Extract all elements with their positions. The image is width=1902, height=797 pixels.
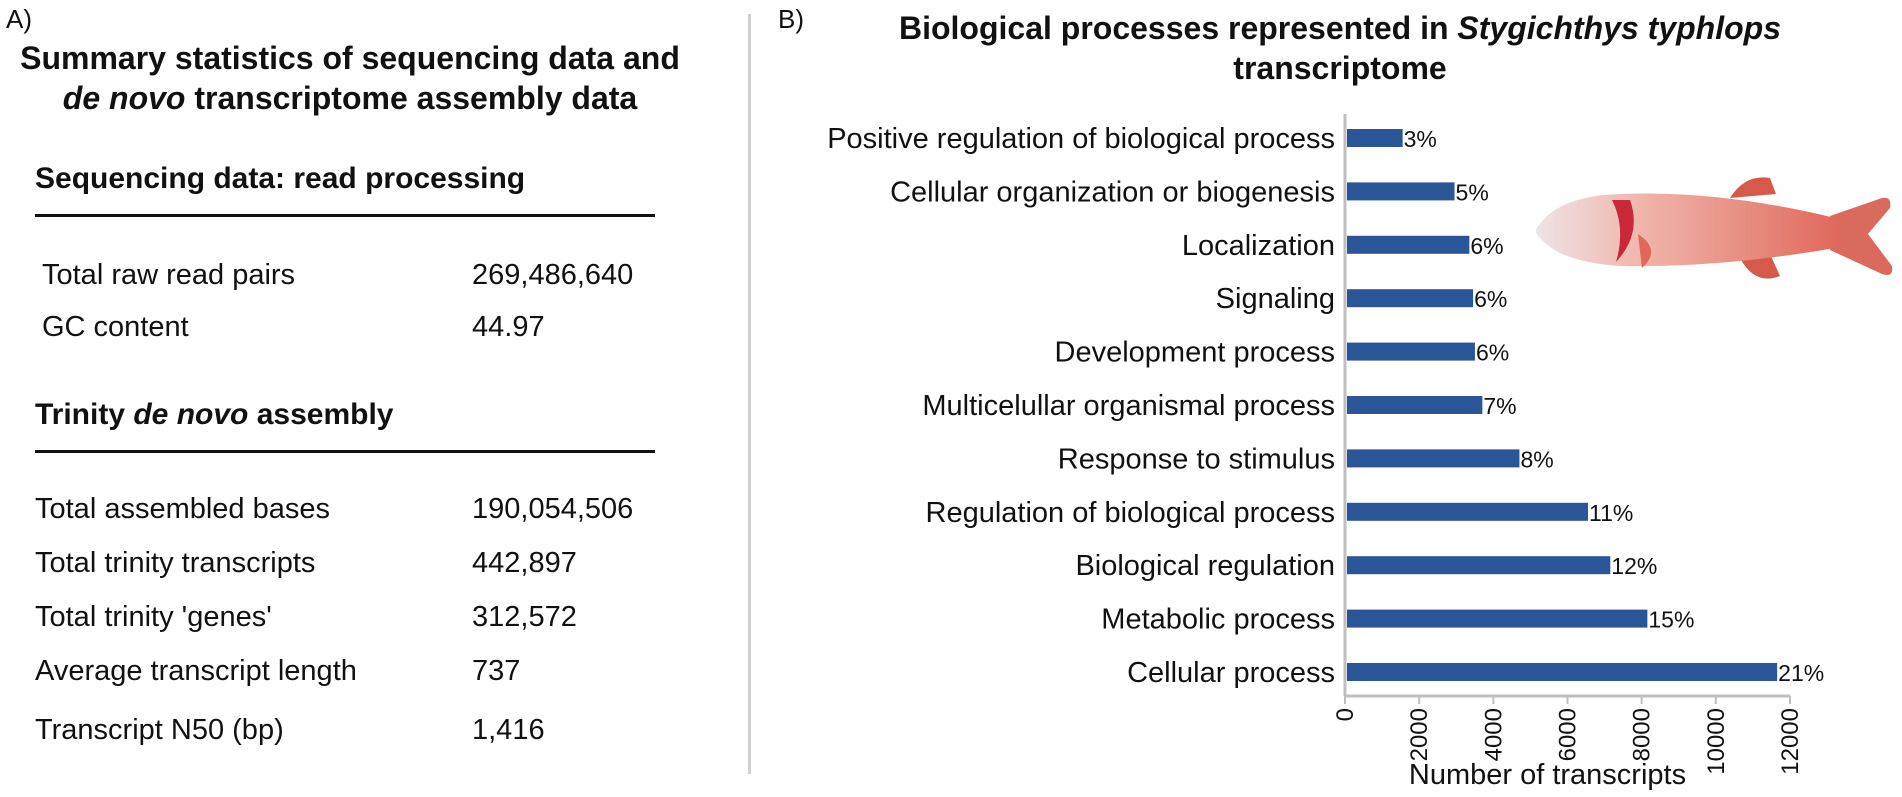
- stat-value-trinity-genes: 312,572: [472, 601, 577, 633]
- bar-10: [1347, 610, 1647, 628]
- stat-label-trinity-genes: Total trinity 'genes': [35, 601, 272, 633]
- category-label-3: Localization: [1181, 229, 1335, 262]
- panel-a-letter: A): [6, 4, 32, 34]
- bar-5: [1347, 343, 1475, 361]
- category-label-1: Positive regulation of biological process: [827, 123, 1335, 155]
- data-label-8: 11%: [1589, 499, 1634, 526]
- bar-4: [1347, 289, 1473, 307]
- bar-1: [1347, 129, 1403, 147]
- category-label-8: Regulation of biological process: [925, 496, 1335, 529]
- data-label-2: 5%: [1455, 179, 1489, 206]
- section-heading-trinity-italic: de novo: [133, 398, 249, 431]
- stat-value-gc-content: 44.97: [472, 311, 545, 343]
- data-label-4: 6%: [1474, 286, 1508, 313]
- data-label-6: 7%: [1483, 393, 1517, 419]
- data-label-1: 3%: [1403, 126, 1437, 152]
- stat-label-gc-content: GC content: [42, 311, 189, 343]
- section-heading-sequencing: Sequencing data: read processing: [35, 162, 526, 195]
- category-label-7: Response to stimulus: [1057, 443, 1335, 476]
- stat-value-trinity-transcripts: 442,897: [472, 547, 577, 579]
- panel-a-title-italic: de novo: [62, 80, 186, 116]
- category-label-9: Biological regulation: [1075, 550, 1335, 583]
- category-label-6: Multicelullar organismal process: [922, 390, 1335, 422]
- data-label-9: 12%: [1611, 553, 1658, 580]
- fish-dorsal-fin: [1730, 177, 1776, 198]
- stat-label-raw-read-pairs: Total raw read pairs: [42, 259, 296, 291]
- fish-body: [1536, 194, 1841, 267]
- x-tick-label-10000: 10000: [1702, 708, 1730, 775]
- stat-value-raw-read-pairs: 269,486,640: [472, 259, 634, 291]
- bar-8: [1347, 503, 1588, 521]
- category-label-10: Metabolic process: [1101, 603, 1335, 636]
- section-heading-trinity-pre: Trinity: [35, 398, 134, 431]
- bar-3: [1347, 236, 1469, 254]
- stat-value-assembled-bases: 190,054,506: [472, 493, 634, 525]
- stat-label-trinity-transcripts: Total trinity transcripts: [35, 547, 316, 579]
- x-tick-label-12000: 12000: [1777, 708, 1804, 775]
- bar-7: [1347, 449, 1519, 467]
- x-tick-label-8000: 8000: [1628, 708, 1656, 762]
- bar-2: [1347, 182, 1455, 200]
- data-label-3: 6%: [1470, 232, 1504, 259]
- bar-11: [1347, 663, 1777, 681]
- panel-b-title-pre: Biological processes represented in: [898, 10, 1458, 46]
- category-label-11: Cellular process: [1127, 657, 1335, 689]
- data-label-10: 15%: [1648, 606, 1695, 633]
- x-tick-label-2000: 2000: [1406, 708, 1434, 762]
- panel-b-title-line2: transcriptome: [1233, 50, 1447, 86]
- panel-b-letter: B): [778, 4, 804, 34]
- data-label-11: 21%: [1778, 660, 1825, 686]
- x-axis-title: Number of transcripts: [1408, 759, 1687, 791]
- stat-value-n50: 1,416: [472, 714, 545, 746]
- stat-label-n50: Transcript N50 (bp): [35, 714, 284, 746]
- stat-label-avg-transcript-length: Average transcript length: [35, 655, 357, 687]
- category-label-2: Cellular organization or biogenesis: [890, 176, 1335, 209]
- panel-a-title-line1: Summary statistics of sequencing data and: [20, 40, 680, 76]
- panel-a-title-rest: transcriptome assembly data: [185, 80, 638, 116]
- data-label-5: 6%: [1475, 339, 1510, 366]
- stat-value-avg-transcript-length: 737: [472, 655, 521, 687]
- stat-label-assembled-bases: Total assembled bases: [35, 493, 330, 525]
- bar-9: [1347, 556, 1610, 574]
- bar-6: [1347, 396, 1482, 414]
- category-label-5: Development process: [1054, 336, 1335, 369]
- data-label-7: 8%: [1520, 446, 1554, 473]
- x-tick-label-6000: 6000: [1554, 708, 1582, 762]
- fish-illustration: [1530, 168, 1900, 298]
- category-label-4: Signaling: [1215, 283, 1335, 316]
- x-tick-label-4000: 4000: [1480, 708, 1508, 762]
- section-heading-trinity-post: assembly: [248, 398, 394, 431]
- panel-b-title-species: Stygichthys typhlops: [1457, 10, 1781, 46]
- x-tick-label-0: 0: [1332, 708, 1359, 722]
